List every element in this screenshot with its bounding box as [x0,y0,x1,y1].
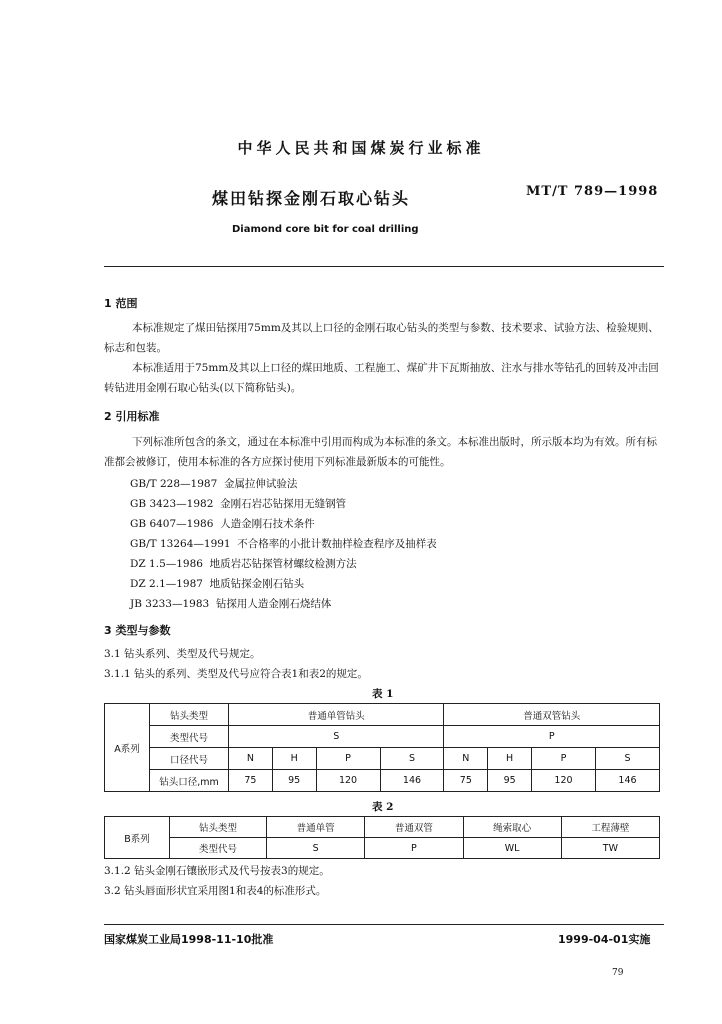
code-cell: P [365,838,463,859]
diameter-cell: 75 [229,770,273,792]
type-cell: 普通双管 [365,817,463,838]
group-header: 普通双管钻头 [444,704,660,726]
reference-2 [130,496,346,511]
row-label: 类型代号 [170,838,267,859]
type-cell: 普通单管 [267,817,365,838]
caliber-code-cell: N [444,748,488,770]
header-rule [104,266,664,267]
caliber-code-cell: P [316,748,380,770]
reference-code: JB 3233—1983 [130,598,210,610]
caliber-code-cell: S [380,748,444,770]
reference-3 [130,516,315,531]
reference-code: GB 6407—1986 [130,518,214,530]
section-1-para-1: 本标准规定了煤田钻探用75mm及其以上口径的金刚石取心钻头的类型与参数、技术要求、试验方法、检验规则、标志和包装。 [104,322,659,354]
reference-code: DZ 1.5—1986 [130,558,203,570]
group-header: 普通单管钻头 [229,704,444,726]
section-3-heading: 3 类型与参数 [104,624,171,637]
diameter-cell: 146 [380,770,444,792]
reference-code: GB 3423—1982 [130,498,214,510]
row-label: 钻头类型 [150,704,229,726]
reference-code: DZ 2.1—1987 [130,578,203,590]
reference-title: 不合格率的小批计数抽样检查程序及抽样表 [237,538,437,550]
section-1-para-2: 本标准适用于75mm及其以上口径的煤田地质、工程施工、煤矿井下瓦斯抽放、注水与排水等钻孔的回转及冲击回转钻进用金刚石取心钻头(以下简称钻头)。 [104,362,659,394]
english-title: Diamond core bit for coal drilling [232,224,419,235]
footer-rule [104,924,664,925]
table-2 [104,816,660,859]
reference-title: 金属拉伸试验法 [223,478,298,490]
caliber-code-cell: H [272,748,316,770]
type-cell: 工程薄壁 [561,817,659,838]
row-label: 钻头类型 [170,817,267,838]
caliber-code-cell: N [229,748,273,770]
page-number: 79 [612,968,624,978]
row-label: 类型代号 [150,726,229,748]
diameter-cell: 120 [532,770,596,792]
reference-code: GB/T 228—1987 [130,478,218,490]
diameter-cell: 146 [595,770,659,792]
reference-title: 地质岩芯钻探管材螺纹检测方法 [209,558,357,570]
code-cell: WL [463,838,561,859]
type-code-cell: P [444,726,660,748]
reference-code: GB/T 13264—1991 [130,538,231,550]
effective-date: 1999-04-01实施 [558,933,651,946]
code-cell: S [267,838,365,859]
clause-3-1-2: 3.1.2 钻头金刚石镶嵌形式及代号按表3的规定。 [104,865,330,877]
diameter-cell: 95 [488,770,532,792]
code-cell: TW [561,838,659,859]
document-title: 煤田钻探金刚石取心钻头 [212,189,411,208]
reference-7 [130,596,331,611]
clause-3-2: 3.2 钻头唇面形状宜采用图1和表4的标准形式。 [104,885,327,897]
diameter-cell: 120 [316,770,380,792]
section-2-heading: 2 引用标准 [104,410,160,423]
reference-title: 金刚石岩芯钻探用无缝钢管 [220,498,347,510]
approval-note: 国家煤炭工业局1998-11-10批准 [104,933,274,946]
reference-1 [130,476,297,491]
standard-number: MT/T 789—1998 [526,184,659,199]
diameter-cell: 75 [444,770,488,792]
row-label: 钻头口径,mm [150,770,229,792]
section-1-heading: 1 范围 [104,297,138,310]
org-title: 中华人民共和国煤炭行业标准 [237,139,485,157]
reference-4 [130,536,437,551]
reference-title: 钻探用人造金刚石烧结体 [215,598,332,610]
caliber-code-cell: S [595,748,659,770]
caliber-code-cell: P [532,748,596,770]
table-2-caption: 表 2 [372,801,394,813]
type-cell: 绳索取心 [463,817,561,838]
caliber-code-cell: H [488,748,532,770]
row-label: 口径代号 [150,748,229,770]
type-code-cell: S [229,726,444,748]
reference-6 [130,576,304,591]
reference-title: 地质钻探金刚石钻头 [209,578,305,590]
table-1 [104,703,660,792]
series-cell: A系列 [105,704,150,792]
reference-title: 人造金刚石技术条件 [220,518,315,530]
reference-5 [130,556,357,571]
series-cell: B系列 [105,817,170,859]
table-1-caption: 表 1 [372,688,394,700]
section-2-para: 下列标准所包含的条文，通过在本标准中引用而构成为本标准的条文。本标准出版时，所示版本均为有效。所有标准都会被修订，使用本标准的各方应探讨使用下列标准最新版本的可能性。 [104,436,657,468]
diameter-cell: 95 [272,770,316,792]
clause-3-1-1: 3.1.1 钻头的系列、类型及代号应符合表1和表2的规定。 [104,668,368,680]
clause-3-1: 3.1 钻头系列、类型及代号规定。 [104,648,261,660]
